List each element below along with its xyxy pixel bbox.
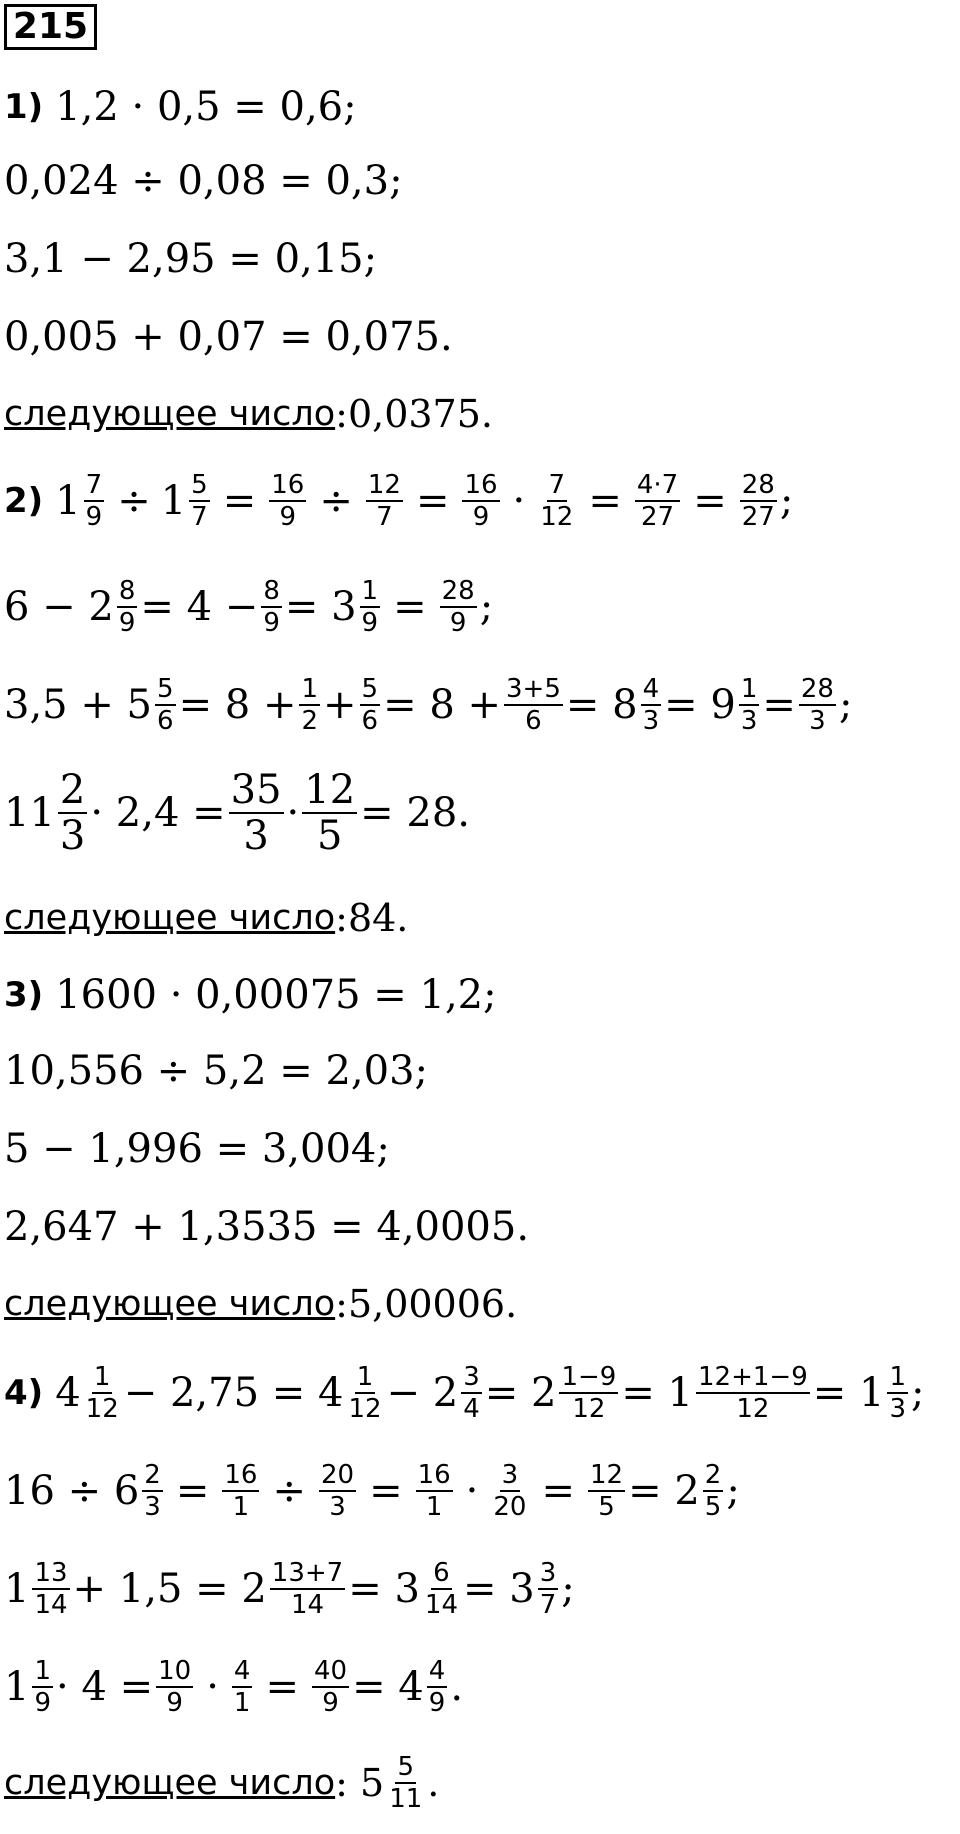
fraction: $\frac{2}{3}$	[59, 767, 86, 859]
expression: +	[323, 682, 357, 728]
expression: = 3	[348, 1566, 420, 1612]
expression: 10,556 ÷ 5,2 = 2,03;	[4, 1048, 429, 1094]
next-number-value: : 5	[335, 1761, 385, 1805]
fraction: $\frac{16}{1}$	[417, 1460, 451, 1522]
p1-next	[4, 392, 493, 436]
operator: ÷	[319, 478, 353, 524]
operator: =	[265, 1664, 299, 1710]
expression: = 2	[484, 1370, 557, 1416]
fraction: $\frac{5}{6}$	[157, 674, 174, 736]
fraction: $\frac{5}{6}$	[361, 674, 379, 736]
fraction: $\frac{10}{9}$	[158, 1656, 192, 1718]
expression: − 2	[386, 1370, 459, 1416]
operator: =	[415, 478, 450, 524]
fraction: $\frac{1}{3}$	[740, 674, 758, 736]
next-number-caption: следующее число	[4, 1284, 336, 1324]
next-number-value: :5,00006.	[335, 1282, 518, 1326]
fraction: $\frac{13+7}{14}$	[271, 1558, 344, 1620]
expression: = 28.	[360, 790, 471, 836]
p1-line-4	[4, 314, 453, 360]
fraction: $\frac{6}{14}$	[424, 1558, 458, 1620]
fraction: $\frac{35}{3}$	[230, 767, 282, 859]
expression: 3,1 − 2,95 = 0,15;	[4, 236, 378, 282]
p3-line-4	[4, 1204, 529, 1250]
expression: = 1	[621, 1370, 694, 1416]
fraction: $\frac{1}{3}$	[889, 1362, 906, 1424]
expression: 2,647 + 1,3535 = 4,0005.	[4, 1204, 530, 1250]
terminator: ;	[479, 584, 494, 630]
fraction: $\frac{1}{12}$	[348, 1362, 382, 1424]
terminator: .	[427, 1761, 440, 1805]
fraction: $\frac{20}{3}$	[320, 1460, 355, 1522]
terminator: ;	[561, 1566, 575, 1612]
part-label: 2)	[4, 481, 44, 521]
whole: 1	[4, 1566, 30, 1612]
part-label: 3)	[4, 975, 44, 1015]
expression: = 3	[284, 584, 357, 630]
fraction: $\frac{13}{14}$	[34, 1558, 68, 1620]
whole: 1	[160, 478, 187, 524]
next-number-value: :84.	[335, 896, 409, 940]
fraction: $\frac{4}{1}$	[233, 1656, 251, 1718]
operator: =	[393, 584, 427, 630]
p4-line-4	[4, 1656, 463, 1718]
fraction: $\frac{16}{1}$	[224, 1460, 258, 1522]
expression: 0,024 ÷ 0,08 = 0,3;	[4, 158, 403, 204]
operator: =	[175, 1468, 210, 1514]
fraction: $\frac{4}{3}$	[642, 674, 660, 736]
problem-number: 215	[4, 4, 97, 50]
p3-line-3	[4, 1126, 390, 1172]
expression: 6 − 2	[4, 584, 114, 630]
fraction: $\frac{3}{4}$	[463, 1362, 480, 1424]
expression: = 4	[352, 1664, 424, 1710]
p4-line-3	[4, 1558, 575, 1620]
fraction: $\frac{5}{7}$	[191, 470, 208, 532]
fraction: $\frac{1-9}{12}$	[561, 1362, 617, 1424]
fraction: $\frac{8}{9}$	[118, 576, 136, 638]
whole: 1	[55, 478, 81, 524]
fraction: $\frac{7}{12}$	[540, 470, 574, 532]
terminator: ;	[911, 1370, 925, 1416]
next-number-caption: следующее число	[4, 898, 336, 938]
expression: = 8 +	[178, 682, 297, 728]
fraction: $\frac{2}{5}$	[704, 1460, 722, 1522]
fraction: $\frac{12}{7}$	[367, 470, 401, 532]
fraction: $\frac{16}{9}$	[464, 470, 498, 532]
fraction: $\frac{7}{9}$	[85, 470, 103, 532]
expression: · 4 =	[56, 1664, 154, 1710]
expression: + 1,5 = 2	[72, 1566, 267, 1612]
whole: 4	[55, 1370, 81, 1416]
fraction: $\frac{4}{9}$	[428, 1656, 446, 1718]
expression: = 8	[565, 682, 638, 728]
fraction: $\frac{3}{20}$	[493, 1460, 527, 1522]
expression: 16 ÷ 6	[4, 1468, 140, 1514]
expression: = 4 −	[140, 584, 259, 630]
operator: ·	[512, 478, 526, 524]
next-number-value: :0,0375.	[335, 392, 493, 436]
fraction: $\frac{4\cdot 7}{27}$	[636, 470, 679, 532]
fraction: $\frac{1}{9}$	[361, 576, 379, 638]
p4-line-1	[4, 1362, 924, 1424]
fraction: $\frac{12}{5}$	[304, 767, 356, 859]
operator: =	[588, 478, 622, 524]
p2-next	[4, 896, 408, 940]
part-label: 4)	[4, 1373, 44, 1413]
next-number-caption: следующее число	[4, 394, 336, 434]
expression: = 3	[463, 1566, 535, 1612]
operator: ÷	[117, 478, 151, 524]
fraction: $\frac{1}{9}$	[34, 1656, 51, 1718]
p2-line-4	[4, 768, 470, 858]
expression: · 2,4 =	[90, 790, 226, 836]
fraction: $\frac{16}{9}$	[271, 470, 305, 532]
expression: 0,005 + 0,07 = 0,075.	[4, 314, 453, 360]
fraction: $\frac{12}{5}$	[590, 1460, 624, 1522]
p3-line-2	[4, 1048, 428, 1094]
p1-line-1	[4, 84, 357, 130]
whole: 1	[4, 1664, 30, 1710]
terminator: ;	[779, 478, 794, 524]
fraction: $\frac{28}{27}$	[741, 470, 775, 532]
expression: =	[762, 682, 796, 728]
fraction: $\frac{3+5}{6}$	[506, 674, 561, 736]
fraction: $\frac{28}{9}$	[441, 576, 475, 638]
fraction: $\frac{12+1-9}{12}$	[698, 1362, 808, 1424]
expression: = 1	[812, 1370, 885, 1416]
p1-line-3	[4, 236, 377, 282]
fraction: $\frac{28}{3}$	[800, 674, 834, 736]
fraction: $\frac{8}{9}$	[263, 576, 280, 638]
next-number-caption: следующее число	[4, 1763, 336, 1803]
operator: ÷	[272, 1468, 306, 1514]
operator: =	[222, 478, 257, 524]
expression: = 8 +	[383, 682, 502, 728]
fraction: $\frac{2}{3}$	[144, 1460, 161, 1522]
p2-line-2	[4, 576, 493, 638]
fraction: $\frac{5}{11}$	[389, 1752, 423, 1814]
terminator: ;	[838, 682, 853, 728]
fraction: $\frac{3}{7}$	[539, 1558, 557, 1620]
operator: ·	[465, 1468, 479, 1514]
terminator: .	[450, 1664, 464, 1710]
p3-next	[4, 1282, 517, 1326]
expression: 5 − 1,996 = 3,004;	[4, 1126, 390, 1172]
expression: − 2,75 = 4	[123, 1370, 344, 1416]
expression: = 2	[628, 1468, 700, 1514]
fraction: $\frac{40}{9}$	[313, 1656, 348, 1718]
p1-line-2	[4, 158, 403, 204]
whole: 11	[4, 790, 55, 836]
p2-line-1	[4, 470, 793, 532]
expression: 1,2 · 0,5 = 0,6;	[55, 84, 357, 130]
expression: 1600 · 0,00075 = 1,2;	[55, 972, 497, 1018]
expression: = 9	[664, 682, 736, 728]
fraction: $\frac{1}{2}$	[301, 674, 319, 736]
operator: =	[693, 478, 727, 524]
operator: ·	[206, 1664, 219, 1710]
expression: 3,5 + 5	[4, 682, 153, 728]
operator: ·	[286, 790, 300, 836]
p2-line-3	[4, 674, 852, 736]
part-label: 1)	[4, 87, 44, 127]
operator: =	[541, 1468, 575, 1514]
fraction: $\frac{1}{12}$	[85, 1362, 119, 1424]
terminator: ;	[726, 1468, 740, 1514]
operator: =	[369, 1468, 403, 1514]
p4-next	[4, 1752, 439, 1814]
p4-line-2	[4, 1460, 740, 1522]
p3-line-1	[4, 972, 497, 1018]
